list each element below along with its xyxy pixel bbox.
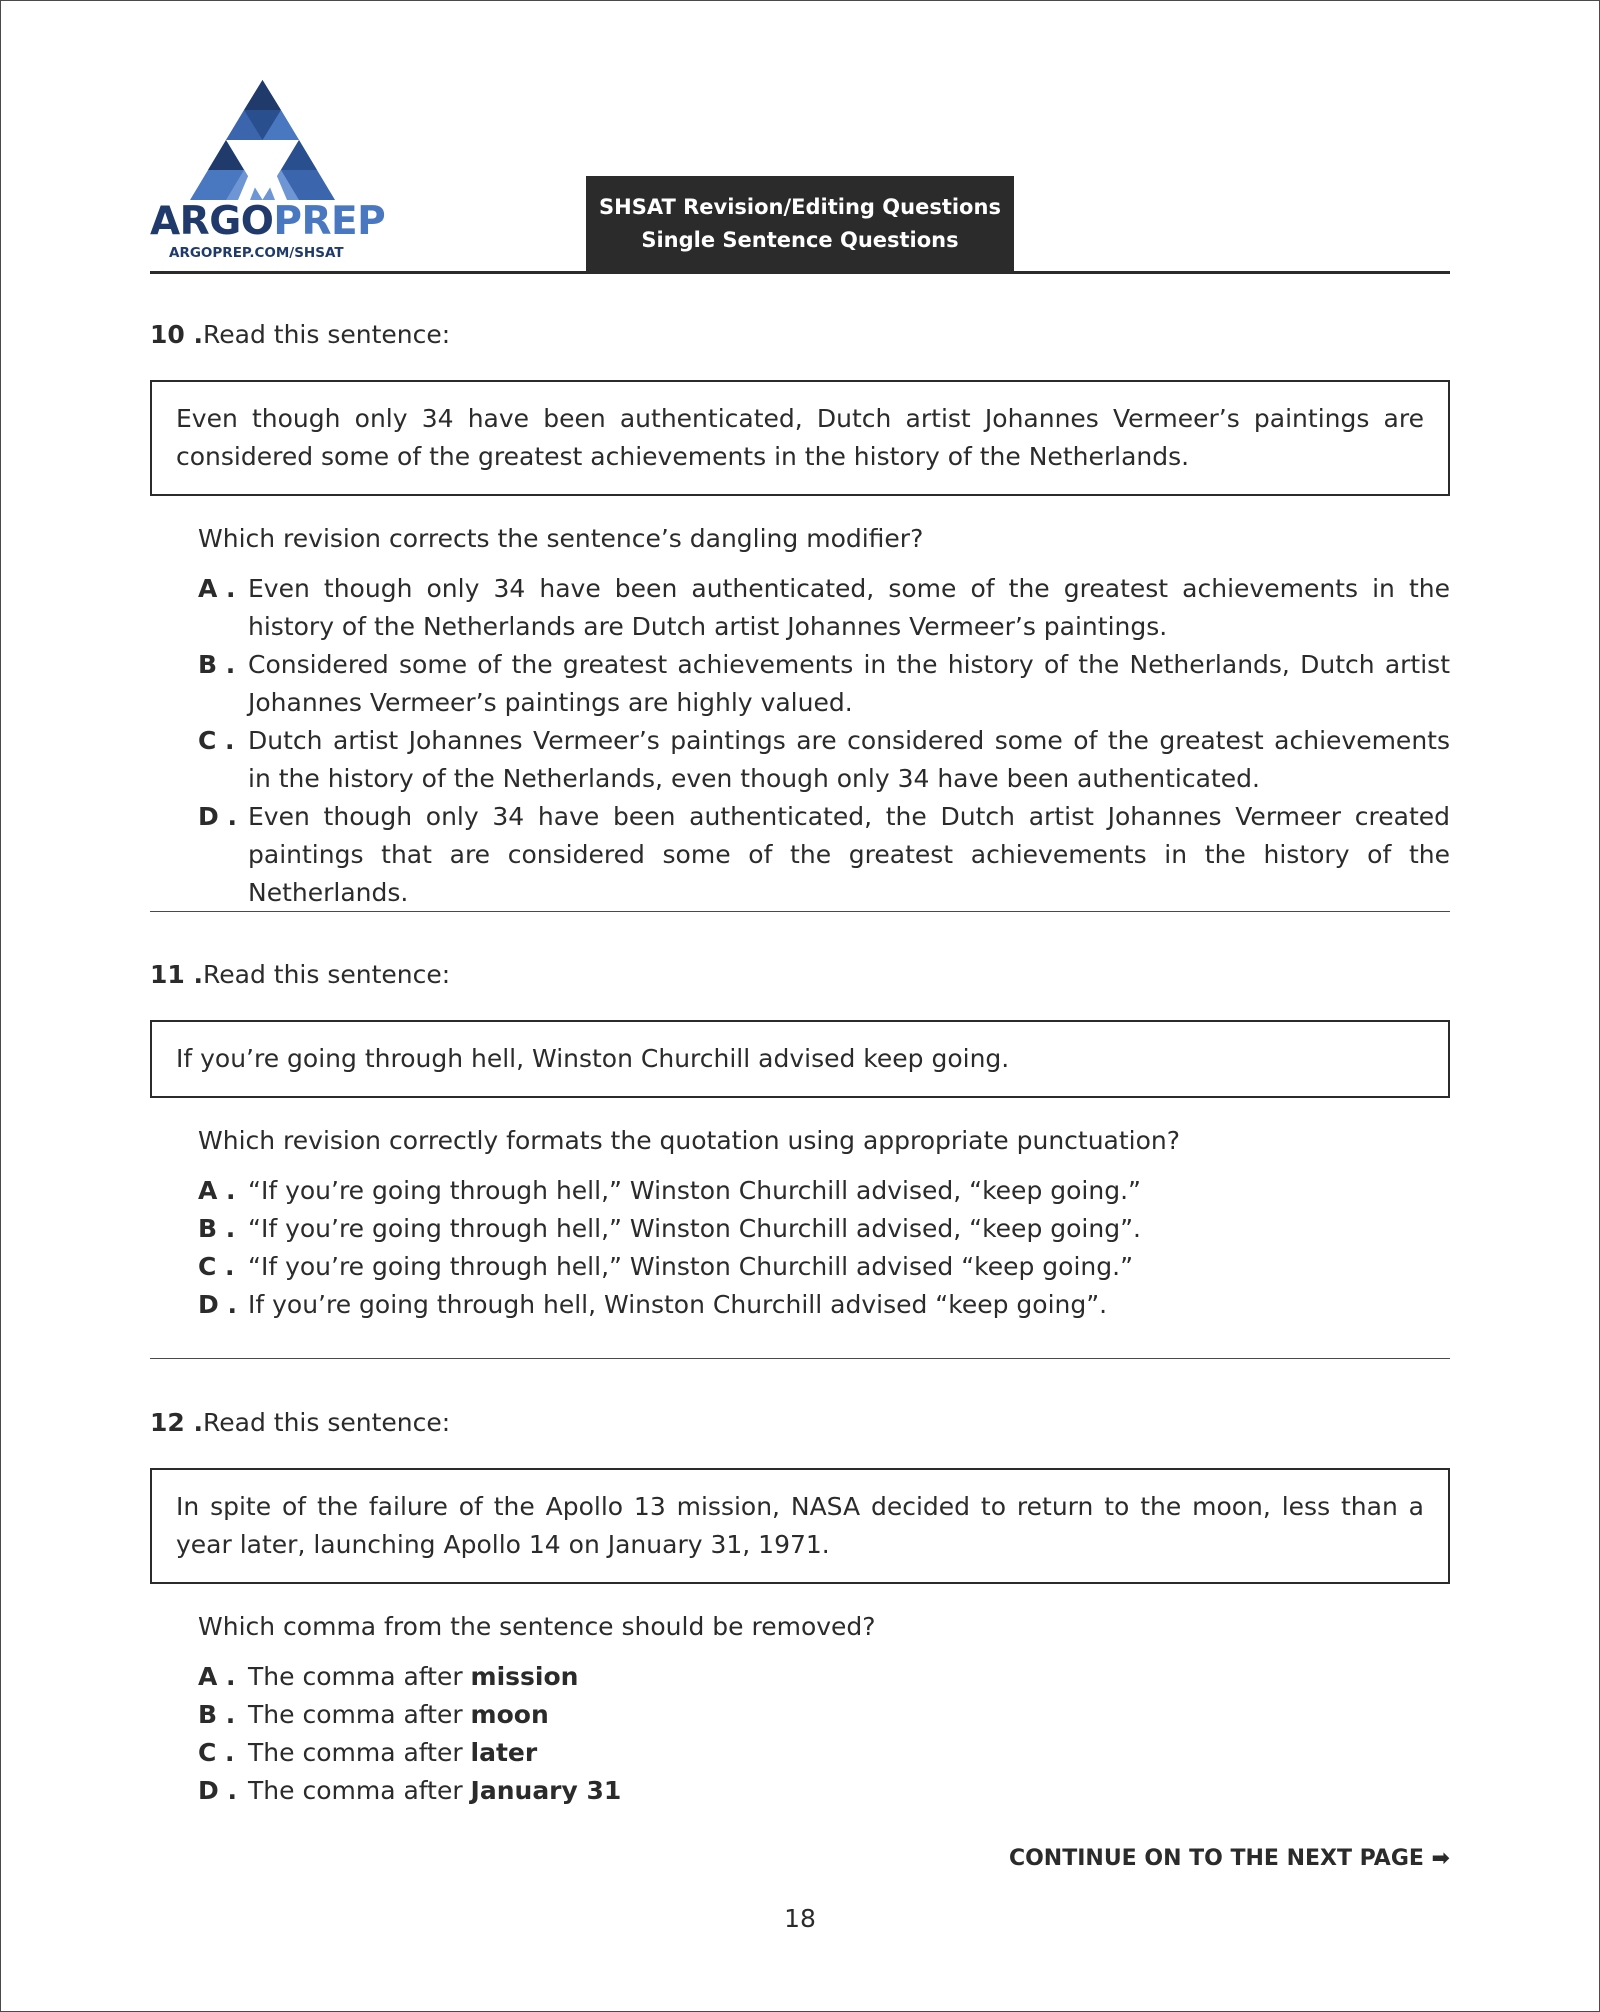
question-number: 11 . bbox=[150, 960, 203, 989]
question-prompt: Which revision correctly formats the quotation using appropriate punctuation? bbox=[198, 1126, 1181, 1155]
question-intro bbox=[150, 1408, 1450, 1438]
option-letter: D . bbox=[198, 802, 237, 831]
answer-option-a[interactable] bbox=[198, 1658, 1450, 1696]
answer-option-b[interactable] bbox=[198, 646, 1450, 722]
section-title-line2: Single Sentence Questions bbox=[641, 228, 959, 252]
option-text: “If you’re going through hell,” Winston Churchill advised “keep going.” bbox=[248, 1252, 1134, 1281]
sentence-box: In spite of the failure of the Apollo 13 mission, NASA decided to return to the moon, less than a year later, launching Apollo 14 on January 31, 1971. bbox=[150, 1468, 1450, 1584]
option-keyword: mission bbox=[470, 1662, 579, 1691]
option-text: Considered some of the greatest achievements in the history of the Netherlands, Dutch artist Johannes Vermeer’s paintings are highly valued. bbox=[248, 650, 1450, 717]
option-letter: D . bbox=[198, 1776, 237, 1805]
question-intro-text: Read this sentence: bbox=[203, 1408, 451, 1437]
answer-option-a[interactable] bbox=[198, 1172, 1450, 1210]
option-letter: A . bbox=[198, 1662, 236, 1691]
option-text: Even though only 34 have been authenticated, the Dutch artist Johannes Vermeer created paintings that are considered some of the greatest achievements in the history of the Netherlands. bbox=[248, 802, 1450, 907]
option-letter: C . bbox=[198, 726, 235, 755]
question-11 bbox=[150, 960, 1450, 1340]
option-text: The comma after bbox=[248, 1776, 471, 1805]
answer-options bbox=[198, 1172, 1450, 1324]
section-title-line1: SHSAT Revision/Editing Questions bbox=[599, 195, 1001, 219]
question-prompt: Which revision corrects the sentence’s dangling modifier? bbox=[198, 524, 924, 553]
option-text: “If you’re going through hell,” Winston Churchill advised, “keep going”. bbox=[248, 1214, 1141, 1243]
sentence-box: If you’re going through hell, Winston Churchill advised keep going. bbox=[150, 1020, 1450, 1098]
continue-next-page: CONTINUE ON TO THE NEXT PAGE ➡ bbox=[1008, 1846, 1450, 1871]
question-prompt: Which comma from the sentence should be removed? bbox=[198, 1612, 876, 1641]
option-letter: C . bbox=[198, 1252, 235, 1281]
question-intro bbox=[150, 320, 1450, 350]
answer-option-b[interactable] bbox=[198, 1210, 1450, 1248]
question-10 bbox=[150, 320, 1450, 928]
question-intro-text: Read this sentence: bbox=[203, 320, 451, 349]
option-text: Dutch artist Johannes Vermeer’s paintings are considered some of the greatest achievements in the history of the Netherlands, even though only 34 have been authenticated. bbox=[248, 726, 1450, 793]
option-text: The comma after bbox=[248, 1662, 471, 1691]
answer-option-a[interactable] bbox=[198, 570, 1450, 646]
option-text: “If you’re going through hell,” Winston Churchill advised, “keep going.” bbox=[248, 1176, 1141, 1205]
answer-options bbox=[198, 570, 1450, 912]
question-divider bbox=[150, 911, 1450, 912]
logo-triangle-icon bbox=[190, 80, 335, 200]
answer-option-c[interactable] bbox=[198, 722, 1450, 798]
argoprep-logo bbox=[150, 80, 386, 265]
logo-url: ARGOPREP.COM/SHSAT bbox=[169, 245, 344, 261]
answer-option-d[interactable] bbox=[198, 1286, 1450, 1324]
answer-option-b[interactable] bbox=[198, 1696, 1450, 1734]
option-keyword: January 31 bbox=[470, 1776, 622, 1805]
question-divider bbox=[150, 1358, 1450, 1359]
answer-option-d[interactable] bbox=[198, 1772, 1450, 1810]
option-letter: B . bbox=[198, 650, 236, 679]
option-text: Even though only 34 have been authenticated, some of the greatest achievements in the history of the Netherlands are Dutch artist Johannes Vermeer’s paintings. bbox=[248, 574, 1450, 641]
option-keyword: later bbox=[470, 1738, 538, 1767]
question-intro bbox=[150, 960, 1450, 990]
option-text: If you’re going through hell, Winston Churchill advised “keep going”. bbox=[248, 1290, 1108, 1319]
answer-options bbox=[198, 1658, 1450, 1810]
question-number: 10 . bbox=[150, 320, 203, 349]
logo-wordmark bbox=[150, 199, 386, 244]
question-intro-text: Read this sentence: bbox=[203, 960, 451, 989]
header-rule bbox=[150, 271, 1450, 274]
option-letter: D . bbox=[198, 1290, 237, 1319]
answer-option-d[interactable] bbox=[198, 798, 1450, 912]
answer-option-c[interactable] bbox=[198, 1734, 1450, 1772]
option-text: The comma after bbox=[248, 1700, 471, 1729]
logo-word-main: ARGO bbox=[150, 199, 274, 244]
page-number: 18 bbox=[784, 1904, 816, 1933]
option-letter: A . bbox=[198, 1176, 236, 1205]
answer-option-c[interactable] bbox=[198, 1248, 1450, 1286]
option-letter: C . bbox=[198, 1738, 235, 1767]
option-letter: B . bbox=[198, 1700, 236, 1729]
sentence-box: Even though only 34 have been authenticated, Dutch artist Johannes Vermeer’s paintings are considered some of the greatest achievements in the history of the Netherlands. bbox=[150, 380, 1450, 496]
option-keyword: moon bbox=[470, 1700, 549, 1729]
option-letter: A . bbox=[198, 574, 236, 603]
option-letter: B . bbox=[198, 1214, 236, 1243]
question-number: 12 . bbox=[150, 1408, 203, 1437]
question-12 bbox=[150, 1408, 1450, 1826]
option-text: The comma after bbox=[248, 1738, 471, 1767]
logo-word-accent: PREP bbox=[273, 199, 386, 244]
section-title-box bbox=[586, 176, 1014, 272]
